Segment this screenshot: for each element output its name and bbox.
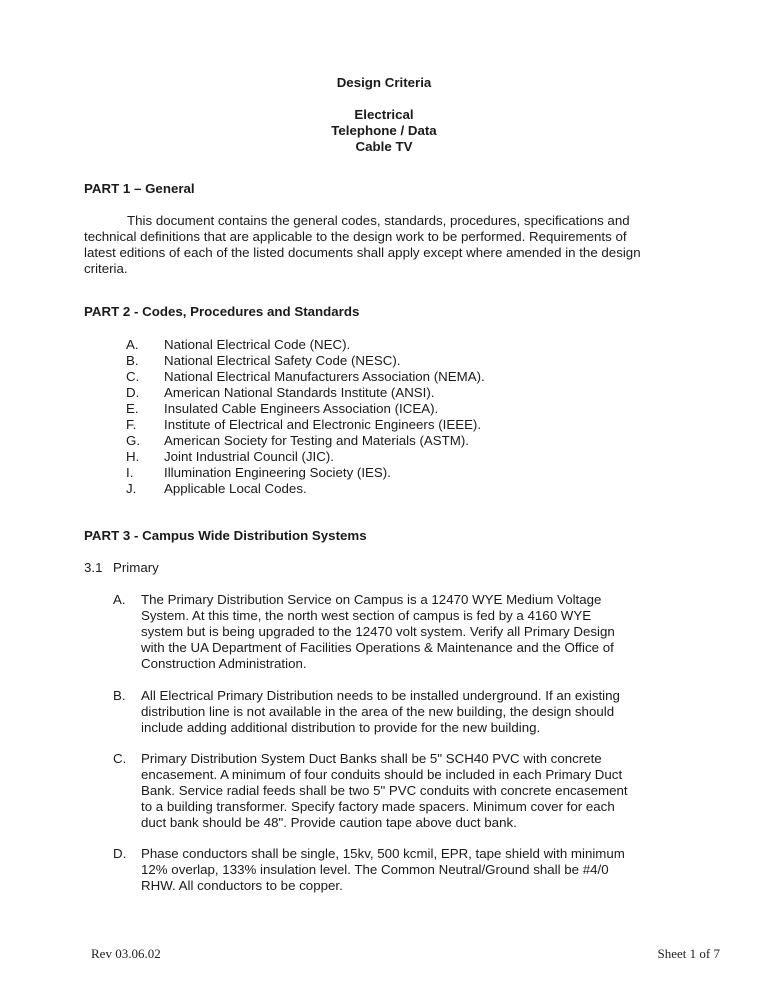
section-title: Primary <box>113 560 159 575</box>
part1-heading: PART 1 – General <box>84 181 195 196</box>
sub-item-letter: B. <box>113 688 126 703</box>
sub-item-line: System. At this time, the north west section of campus is fed by a 4160 WYE <box>141 608 592 623</box>
sub-item-line: to a building transformer. Specify factory made spacers. Minimum cover for each <box>141 799 615 814</box>
sub-item-line: The Primary Distribution Service on Campus is a 12470 WYE Medium Voltage <box>141 592 602 607</box>
sub-item-line: Phase conductors shall be single, 15kv, 500 kcmil, EPR, tape shield with minimum <box>141 846 625 861</box>
sub-item-line: duct bank should be 48". Provide caution tape above duct bank. <box>141 815 517 830</box>
list-letter: H. <box>126 449 140 464</box>
list-item: American National Standards Institute (ANSI). <box>164 385 435 400</box>
section-number: 3.1 <box>84 560 103 575</box>
part1-line: This document contains the general codes, standards, procedures, specifications and <box>127 213 630 228</box>
list-item: American Society for Testing and Materials (ASTM). <box>164 433 469 448</box>
list-letter: D. <box>126 385 140 400</box>
sub-item-b <box>141 688 723 736</box>
subtitle-cable-tv: Cable TV <box>355 139 413 154</box>
sub-item-line: include adding additional distribution to provide for the new building. <box>141 720 541 735</box>
part3-heading: PART 3 - Campus Wide Distribution Systems <box>84 528 367 543</box>
list-letter: B. <box>126 353 139 368</box>
sub-item-line: encasement. A minimum of four conduits should be included in each Primary Duct <box>141 767 623 782</box>
list-letter: F. <box>126 417 137 432</box>
part1-line: latest editions of each of the listed documents shall apply except where amended in the design <box>84 245 641 260</box>
sub-item-line: All Electrical Primary Distribution needs to be installed underground. If an existing <box>141 688 620 703</box>
sub-item-line: Primary Distribution System Duct Banks shall be 5" SCH40 PVC with concrete <box>141 751 602 766</box>
list-item: National Electrical Manufacturers Association (NEMA). <box>164 369 485 384</box>
sub-item-line: with the UA Department of Facilities Operations & Maintenance and the Office of <box>141 640 614 655</box>
sub-item-letter: C. <box>113 751 127 766</box>
list-letter: G. <box>126 433 141 448</box>
list-letter: E. <box>126 401 139 416</box>
list-item: Joint Industrial Council (JIC). <box>164 449 334 464</box>
list-item: Illumination Engineering Society (IES). <box>164 465 391 480</box>
part1-line: technical definitions that are applicable to the design work to be performed. Requirements of <box>84 229 627 244</box>
list-letter: I. <box>126 465 134 480</box>
sub-item-line: Bank. Service radial feeds shall be two 5" PVC conduits with concrete encasement <box>141 783 628 798</box>
document-title: Design Criteria <box>336 75 432 90</box>
list-letter: A. <box>126 337 139 352</box>
list-item: National Electrical Code (NEC). <box>164 337 351 352</box>
sub-item-a <box>141 592 723 672</box>
subtitle-telephone-data: Telephone / Data <box>331 123 437 138</box>
sub-item-line: Construction Administration. <box>141 656 307 671</box>
list-item: National Electrical Safety Code (NESC). <box>164 353 401 368</box>
sub-item-letter: A. <box>113 592 126 607</box>
sheet-number: Sheet 1 of 7 <box>657 946 720 961</box>
sub-item-line: RHW. All conductors to be copper. <box>141 878 343 893</box>
part2-heading: PART 2 - Codes, Procedures and Standards <box>84 304 360 319</box>
list-letter: J. <box>126 481 137 496</box>
sub-item-line: system but is being upgraded to the 12470 volt system. Verify all Primary Design <box>141 624 615 639</box>
list-letter: C. <box>126 369 140 384</box>
revision-label: Rev 03.06.02 <box>91 946 161 961</box>
list-item: Insulated Cable Engineers Association (ICEA). <box>164 401 439 416</box>
sub-item-line: distribution line is not available in the area of the new building, the design should <box>141 704 615 719</box>
sub-item-c <box>141 751 723 831</box>
subtitle-electrical: Electrical <box>354 107 414 122</box>
sub-item-d <box>141 846 723 894</box>
part1-line: criteria. <box>84 261 128 276</box>
sub-item-letter: D. <box>113 846 127 861</box>
sub-item-line: 12% overlap, 133% insulation level. The Common Neutral/Ground shall be #4/0 <box>141 862 609 877</box>
list-item: Institute of Electrical and Electronic Engineers (IEEE). <box>164 417 482 432</box>
list-item: Applicable Local Codes. <box>164 481 307 496</box>
